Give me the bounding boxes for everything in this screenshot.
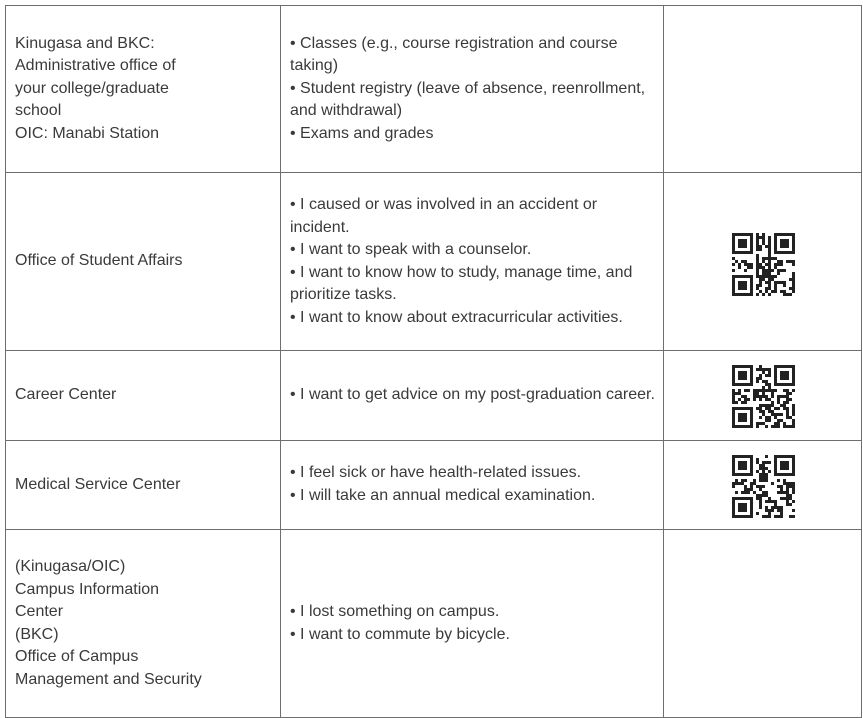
contact-table [5,5,862,718]
qr-cell [664,173,862,351]
office-cell [6,173,281,351]
qr-code-icon[interactable] [732,365,795,428]
qr-cell [664,440,862,530]
office-name-line: (BKC) [15,625,59,643]
topic-item: • I want to know about extracurricular activities. [290,308,623,326]
table-row [6,6,862,173]
topics-cell [281,530,664,718]
office-cell [6,440,281,530]
topics-cell [281,6,664,173]
office-name-line: Center [15,603,64,620]
qr-cell [664,351,862,441]
office-name-line: Administrative office of [15,57,176,75]
topic-item: • I lost something on campus. [290,603,500,620]
topic-item: • Classes (e.g., course registration and course taking) [290,34,618,75]
topic-item: • I will take an annual medical examination. [290,486,596,504]
office-cell [6,6,281,173]
office-name-line: Campus Information [15,580,160,598]
office-name-line: (Kinugasa/OIC) [15,558,126,575]
office-name-line: Office of Campus [15,648,139,665]
office-name-line: Medical Service Center [15,475,181,493]
office-name-line: Kinugasa and BKC: [15,34,155,52]
office-cell [6,351,281,441]
topic-item: • I want to get advice on my post-graduation career. [290,386,655,403]
office-cell [6,530,281,718]
qr-code-icon[interactable] [732,233,795,296]
table-row [6,530,862,718]
office-name-line: Career Center [15,386,117,403]
topic-item: • I want to speak with a counselor. [290,241,532,258]
office-name-line: your college/graduate [15,79,169,97]
table-row [6,440,862,530]
topic-item: • I want to commute by bicycle. [290,625,510,643]
topic-item: • I caused or was involved in an accident or incident. [290,196,598,236]
table-row [6,173,862,351]
table-row [6,351,862,441]
qr-cell [664,530,862,718]
office-name-line: Office of Student Affairs [15,252,183,270]
office-name-line: OIC: Manabi Station [15,124,160,142]
qr-code-icon[interactable] [732,455,795,518]
topics-cell [281,351,664,441]
office-name-line: school [15,102,62,120]
topic-item: • I want to know how to study, manage time, and prioritize tasks. [290,263,633,303]
topic-item: • Exams and grades [290,124,434,142]
topics-cell [281,440,664,530]
office-name-line: Management and Security [15,670,202,688]
topic-item: • Student registry (leave of absence, reenrollment, and withdrawal) [290,79,646,120]
topics-cell [281,173,664,351]
topic-item: • I feel sick or have health-related issues. [290,464,582,482]
qr-cell [664,6,862,173]
